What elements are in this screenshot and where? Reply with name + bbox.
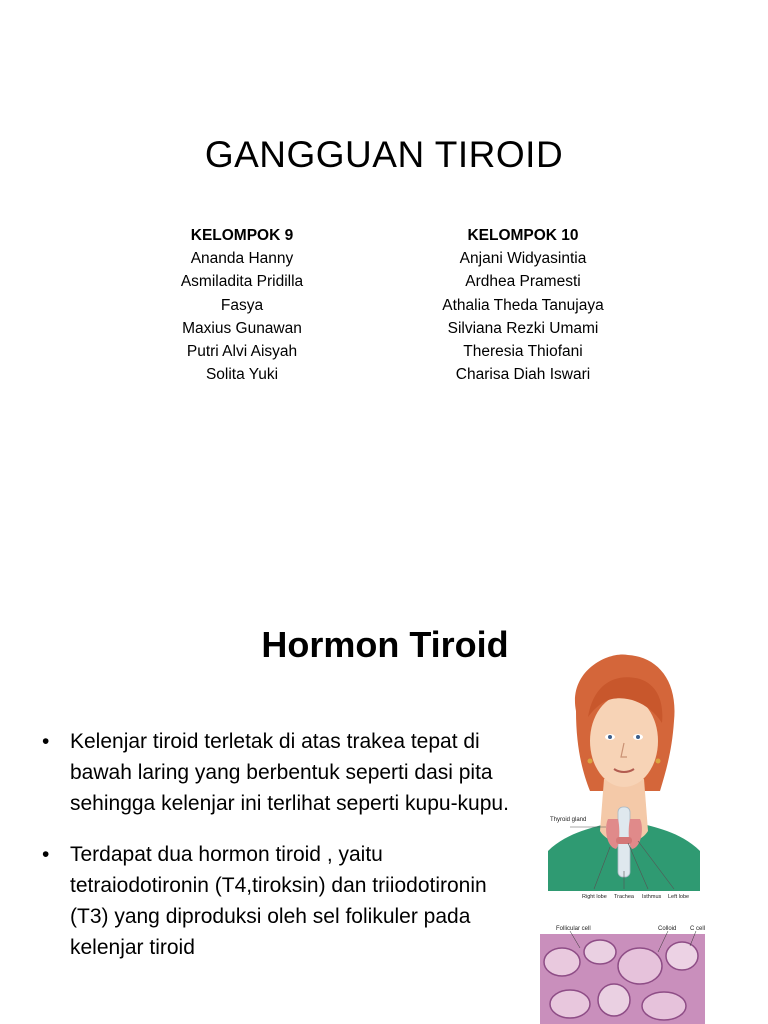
member-name: Putri Alvi Aisyah — [186, 343, 298, 361]
member-name: Anjani Widyasintia — [459, 250, 587, 268]
label-follicular-cell: Follicular cell — [556, 926, 591, 932]
label-colloid: Colloid — [658, 926, 677, 932]
slide-heading: Hormon Tiroid — [261, 624, 509, 665]
bullet-dot-icon: • — [42, 730, 50, 753]
member-name: Charisa Diah Iswari — [455, 366, 591, 384]
bullet-item — [40, 839, 520, 963]
bullet-list — [40, 726, 520, 983]
slide-hormon-tiroid — [0, 576, 768, 1024]
member-name: Ardhea Pramesti — [465, 273, 581, 291]
group-title: KELOMPOK 9 — [190, 227, 294, 244]
group-kelompok-9 — [117, 224, 367, 386]
member-name: Fasya — [220, 296, 264, 314]
thyroid-anatomy-illustration — [548, 651, 700, 901]
thyroid-histology-micrograph — [540, 922, 705, 1024]
member-name: Athalia Theda Tanujaya — [442, 296, 604, 314]
bullet-dot-icon: • — [42, 843, 50, 866]
member-name: Ananda Hanny — [190, 250, 294, 268]
label-left-lobe: Left lobe — [668, 894, 690, 900]
bullet-text: Kelenjar tiroid terletak di atas trakea tepat di bawah laring yang berbentuk seperti dasi pita sehingga kelenjar ini terlihat seperti kupu-kupu. — [70, 730, 509, 815]
label-trachea: Trachea — [614, 894, 634, 900]
slide-title-heading: GANGGUAN TIROID — [204, 134, 564, 175]
group-kelompok-10 — [398, 224, 648, 386]
member-name: Theresia Thiofani — [463, 343, 583, 361]
member-name: Silviana Rezki Umami — [447, 319, 599, 337]
label-isthmus: Isthmus — [642, 894, 662, 900]
group-title: KELOMPOK 10 — [467, 227, 579, 244]
member-name: Solita Yuki — [205, 366, 279, 384]
bullet-item — [40, 726, 520, 819]
member-name: Maxius Gunawan — [182, 319, 302, 337]
label-right-lobe: Right lobe — [582, 894, 607, 900]
member-name: Asmiladita Pridilla — [180, 273, 304, 291]
bullet-text: Terdapat dua hormon tiroid , yaitu tetraiodotironin (T4,tiroksin) dan triiodotironin (T3) yang diproduksi oleh sel folikuler pada kelenjar tiroid — [70, 843, 487, 959]
label-c-cell: C cell — [690, 926, 705, 932]
label-thyroid-gland: Thyroid gland — [550, 817, 587, 823]
